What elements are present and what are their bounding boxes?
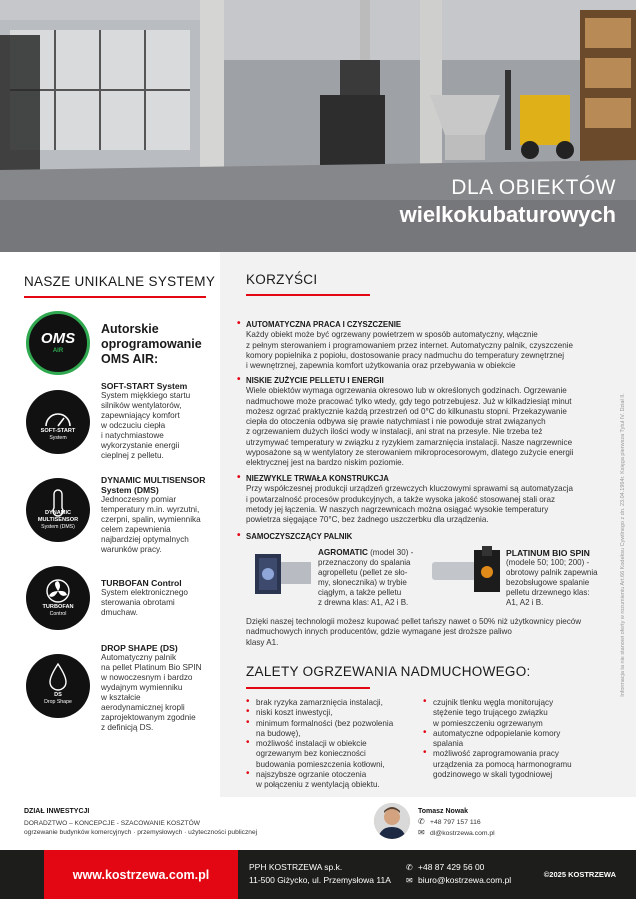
soft-start-badge (26, 390, 90, 454)
website-link[interactable]: www.kostrzewa.com.pl (44, 850, 238, 899)
oms-title (101, 322, 202, 367)
phone-icon: ✆ (418, 817, 425, 826)
drop-shape-badge (26, 654, 90, 718)
list-item: • niski koszt inwestycji, (246, 708, 416, 718)
benefits-heading-underline (246, 294, 370, 296)
systems-heading-underline (24, 296, 206, 298)
company-address: 11-500 Giżycko, ul. Przemysłowa 11A (249, 875, 391, 885)
drop-shape-badge-label: DS Drop Shape (44, 692, 72, 705)
benefits-heading: KORZYŚCI (246, 272, 318, 287)
person-phone[interactable]: +48 797 157 116 (430, 819, 481, 826)
benefit-title: • NIEZWYKLE TRWAŁA KONSTRUKCJA (246, 474, 614, 484)
drop-shape-title: DROP SHAPE (DS) (101, 643, 178, 653)
list-item: • czujnik tlenku węgla monitorujący stężenie tego trującego związku w pomieszczeniu ogrzewanym (423, 698, 603, 729)
agromatic-burner-image (251, 548, 315, 600)
hero-title-line1: DLA OBIEKTÓW (451, 176, 616, 199)
soft-start-badge-label: SOFT-START System (40, 428, 76, 441)
benefit-self-cleaning-burner (246, 532, 614, 542)
zalety-heading: ZALETY OGRZEWANIA NADMUCHOWEGO: (246, 664, 531, 679)
list-item: • możliwość zaprogramowania pracy urządzenia za pomocą harmonogramu godzinowego w skali tygodniowej (423, 749, 603, 780)
benefit-title: • SAMOCZYSZCZĄCY PALNIK (246, 532, 614, 542)
turbofan-title: TURBOFAN Control (101, 578, 182, 588)
legal-note: Informacja ta nie stanowi oferty w rozumieniu Art.66 Kodeksu Cywilnego z dn. 23.04.1964r. Księga pierwsza Tytuł IV. Dział II. (620, 393, 626, 697)
person-name: Tomasz Nowak (418, 808, 469, 815)
drop-icon (26, 658, 90, 696)
company-email[interactable]: biuro@kostrzewa.com.pl (418, 875, 512, 885)
mail-icon: ✉ (406, 876, 413, 885)
benefit-title: • AUTOMATYCZNA PRACA I CZYSZCZENIE (246, 320, 614, 330)
soft-start-description: SOFT-START System System miękkiego startu silników wentylatorów, zapewniający komfort w odczuciu ciepła i natychmiastowe wykorzystanie energii cieplnej z pelletu. (101, 381, 219, 461)
department-subtitle: DORADZTWO – KONCEPCJE - SZACOWANIE KOSZTÓW (24, 819, 200, 827)
person-email[interactable]: dl@kostrzewa.com.pl (430, 830, 495, 837)
soft-start-title: SOFT-START System (101, 381, 188, 391)
oms-logo-sub: AIR (52, 348, 64, 354)
platinum-bio-spin-description: PLATINUM BIO SPIN (modele 50; 100; 200) - obrotowy palnik zapewnia bezobsługowe spalanie pelletu drzewnego klas: A1, A2 i B. (506, 548, 610, 608)
list-item: • najszybsze ogrzanie otoczenia w połączeniu z wentylacją obiektu. (246, 770, 416, 791)
list-item: • możliwość instalacji w obiekcie ogrzewanym bez konieczności budowania pomieszczenia kotłowni, (246, 739, 416, 770)
list-item: • brak ryzyka zamarznięcia instalacji, (246, 698, 416, 708)
benefit-low-consumption: • NISKIE ZUŻYCIE PELLETU I ENERGII Wiele obiektów wymaga ogrzewania okresowo lub w określonych godzinach. Ogrzewanie nadmuchowe może pracować tylko wtedy, gdy tego potrzebujesz. Już w kilkadziesiąt minut możesz ogrzać praktycznie każdą przestrzeń od 0°C do kilkunastu stopni. Przekazywanie ciepła do otoczenia odbywa się prawie natychmiast i nie powoduje strat związanych z ogrzewaniem dużych ilości wody w instalacji, ani strat na przesyle. Nie trzeba też utrzymywać temperatury w związku z ryzykiem zamarznięcia instalacji. Nasze nagrzewnice wyposażone są w wentylatory ze sterowaniem mikroprocesorowym, dlatego zużycie energii elektrycznej jest na bardzo niskim poziomie. (246, 376, 614, 469)
agromatic-description: AGROMATIC (model 30) - przeznaczony do spalania agropelletu (pellet ze sło- my, słonecznika) w trybie ciągłym, a także pelletu z drewna klas: A1, A2 i B. (318, 548, 414, 607)
dms-title: DYNAMIC MULTISENSOR System (DMS) (101, 475, 206, 495)
benefit-title: • NISKIE ZUŻYCIE PELLETU I ENERGII (246, 376, 614, 386)
oms-air-logo (26, 311, 90, 375)
oms-title-line: oprogramowanie (101, 337, 202, 351)
hero-title (400, 176, 616, 228)
oms-title-line: OMS AIR: (101, 352, 159, 366)
dms-description: DYNAMIC MULTISENSOR System (DMS) Jednoczesny pomiar temperatury m.in. wyrzutni, czerpni, spalin, wymiennika celem zapewnienia najbardziej optymalnych warunków pracy. (101, 475, 219, 555)
benefit-automation: • AUTOMATYCZNA PRACA I CZYSZCZENIE Każdy obiekt może być ogrzewany powietrzem w sposób automatyczny, włącznie z pełnym sterowaniem i programowaniem przez internet. Automatyczny palnik, czyszczenie komory popielnika z popiołu, dostosowanie pracy nadmuchu do temperatury zewnętrznej i wewnętrznej, zapewnia komfort użytkowania oraz przebywania w obiekcie (246, 320, 614, 371)
benefit-durable-construction: • NIEZWYKLE TRWAŁA KONSTRUKCJA Przy współczesnej produkcji urządzeń grzewczych kluczowymi sprawami są automatyzacja i powtarzalność procesów produkcyjnych, a także wysoka jakość stosowanej stali oraz metody jej łączenia. W naszych nagrzewnicach można osiągać wysokie temperatury powietrza sięgające 70°C, bez żadnego uszczerbku dla urządzenia. (246, 474, 614, 525)
phone-icon: ✆ (406, 863, 413, 872)
copyright: ©2025 KOSTRZEWA (543, 870, 616, 879)
footer-bar (0, 850, 636, 899)
zalety-list-right (423, 698, 603, 780)
turbofan-badge-label: TURBOFAN Control (42, 604, 74, 617)
dms-badge (26, 478, 90, 542)
department-scope: ogrzewanie budynków komercyjnych · przemysłowych · użyteczności publicznej (24, 829, 258, 836)
systems-heading: NASZE UNIKALNE SYSTEMY (24, 274, 216, 289)
hero-banner (0, 0, 636, 252)
company-phone[interactable]: +48 87 429 56 00 (418, 862, 485, 872)
platinum-bio-spin-image (430, 546, 504, 598)
company-name: PPH KOSTRZEWA sp.k. (249, 862, 343, 872)
department-info (24, 807, 257, 838)
avatar (374, 803, 410, 839)
list-item: • minimum formalności (bez pozwolenia na budowę), (246, 719, 416, 740)
mail-icon: ✉ (418, 828, 425, 837)
turbofan-description: TURBOFAN Control System elektronicznego sterowania obrotami dmuchaw. (101, 578, 219, 618)
platinum-bio-spin-name: PLATINUM BIO SPIN (506, 548, 590, 558)
zalety-list-left (246, 698, 416, 791)
hero-title-line2: wielkokubaturowych (399, 202, 616, 227)
department-title: DZIAŁ INWESTYCJI (24, 808, 90, 815)
zalety-heading-underline (246, 687, 370, 689)
contact-person (418, 807, 495, 839)
dms-badge-label: DYNAMIC MULTISENSOR System (DMS) (37, 510, 79, 530)
oms-logo-main: OMS (40, 330, 76, 347)
company-info (249, 861, 391, 887)
list-item: • automatyczne odpopielanie komory spalania (423, 729, 603, 750)
drop-shape-description: DROP SHAPE (DS) Automatyczny palnik na pellet Platinum Bio SPIN w nowoczesnym i bardzo wydajnym wymienniku w kształcie aerodynamicznej kropli zaprojektowanym zgodnie z definicją DS. (101, 643, 219, 733)
company-contact (406, 861, 511, 887)
turbofan-badge (26, 566, 90, 630)
oms-title-line: Autorskie (101, 322, 159, 336)
pellet-savings-note: Dzięki naszej technologii możesz kupować pellet tańszy nawet o 50% niż użytkownicy pieców nadmuchowych innych producentów, gdzie wymagane jest droższe paliwo klasy A1. (246, 617, 582, 647)
agromatic-name: AGROMATIC (318, 548, 368, 557)
